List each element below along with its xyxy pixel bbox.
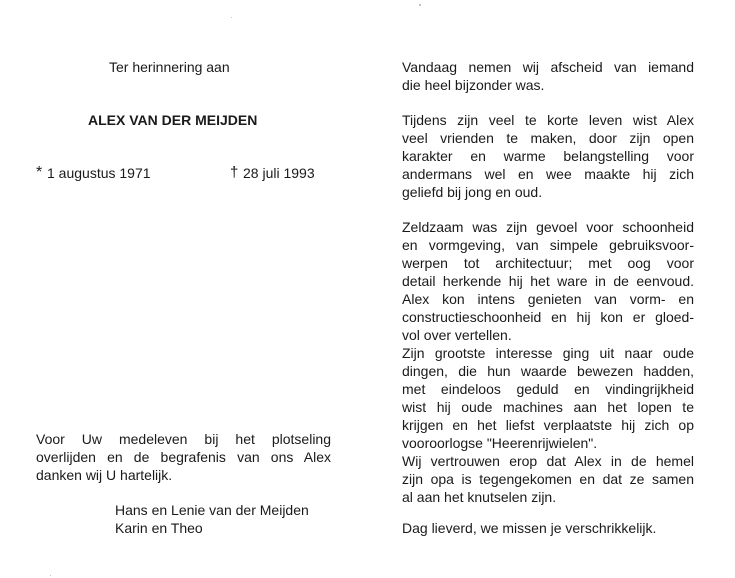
text-line: die heel bijzonder was. bbox=[402, 77, 545, 93]
intro-text: Ter herinnering aan bbox=[109, 59, 230, 75]
text-line: Zeldzaam was zijn gevoel voor schoonheid bbox=[402, 219, 694, 235]
text-line: geliefd bij jong en oud. bbox=[402, 184, 543, 200]
text-line: met eindeloos geduld en vindingrijkheid bbox=[402, 381, 694, 397]
scan-speck bbox=[231, 17, 232, 18]
text-line: detail herkende hij het ware in de eenvoud. bbox=[402, 273, 694, 289]
text-line: wist hij oude machines aan het lopen te bbox=[402, 399, 694, 415]
born-symbol: * bbox=[36, 164, 43, 181]
text-line: vooroorlogse "Heerenrijwielen". bbox=[402, 435, 598, 451]
text-line: Dag lieverd, we missen je verschrikkelijk. bbox=[402, 520, 657, 536]
text-line: krijgen en het liefst verplaatste hij zich op bbox=[402, 417, 694, 433]
paragraph-4 bbox=[402, 519, 694, 537]
thanks-line: overlijden en de begrafenis van ons Alex bbox=[36, 449, 331, 465]
text-line: dingen, die hun waarde bewezen hadden, bbox=[402, 363, 694, 379]
scan-speck bbox=[50, 575, 51, 576]
thanks-text bbox=[36, 430, 331, 484]
paragraph-3 bbox=[402, 218, 694, 506]
text-line: Vandaag nemen wij afscheid van iemand bbox=[402, 59, 694, 75]
text-line: vol over vertellen. bbox=[402, 327, 512, 343]
text-line: werpen tot architectuur; met oog voor bbox=[402, 255, 694, 271]
text-line: Zijn grootste interesse ging uit naar oude bbox=[402, 345, 694, 361]
died-date: 28 juli 1993 bbox=[243, 165, 315, 181]
text-line: andermans wel en wee maakte hij zich bbox=[402, 166, 694, 182]
text-line: zijn opa is tegengekomen en dat ze samen bbox=[402, 471, 694, 487]
text-line: Tijdens zijn veel te korte leven wist Alex bbox=[402, 112, 694, 128]
signature-line: Karin en Theo bbox=[115, 520, 203, 536]
text-line: karakter en warme belangstelling voor bbox=[402, 148, 694, 164]
text-line: veel vrienden te maken, door zijn open bbox=[402, 130, 694, 146]
signature bbox=[115, 501, 309, 537]
paragraph-2 bbox=[402, 111, 694, 201]
thanks-line: danken wij U hartelijk. bbox=[36, 467, 173, 483]
signature-line: Hans en Lenie van der Meijden bbox=[115, 502, 309, 518]
text-line: Alex kon intens genieten van vorm- en bbox=[402, 291, 694, 307]
scan-speck bbox=[419, 4, 421, 6]
died-symbol: † bbox=[230, 164, 239, 181]
text-line: Wij vertrouwen erop dat Alex in de hemel bbox=[402, 453, 694, 469]
text-line: en vormgeving, van simpele gebruiksvoor- bbox=[402, 237, 694, 253]
thanks-line: Voor Uw medeleven bij het plotseling bbox=[36, 431, 331, 447]
paragraph-1 bbox=[402, 58, 694, 94]
text-line: constructieschoonheid en hij kon er gloed- bbox=[402, 309, 694, 325]
text-line: al aan het knutselen zijn. bbox=[402, 489, 557, 505]
deceased-name: ALEX VAN DER MEIJDEN bbox=[88, 112, 258, 128]
born-date: 1 augustus 1971 bbox=[47, 165, 151, 181]
